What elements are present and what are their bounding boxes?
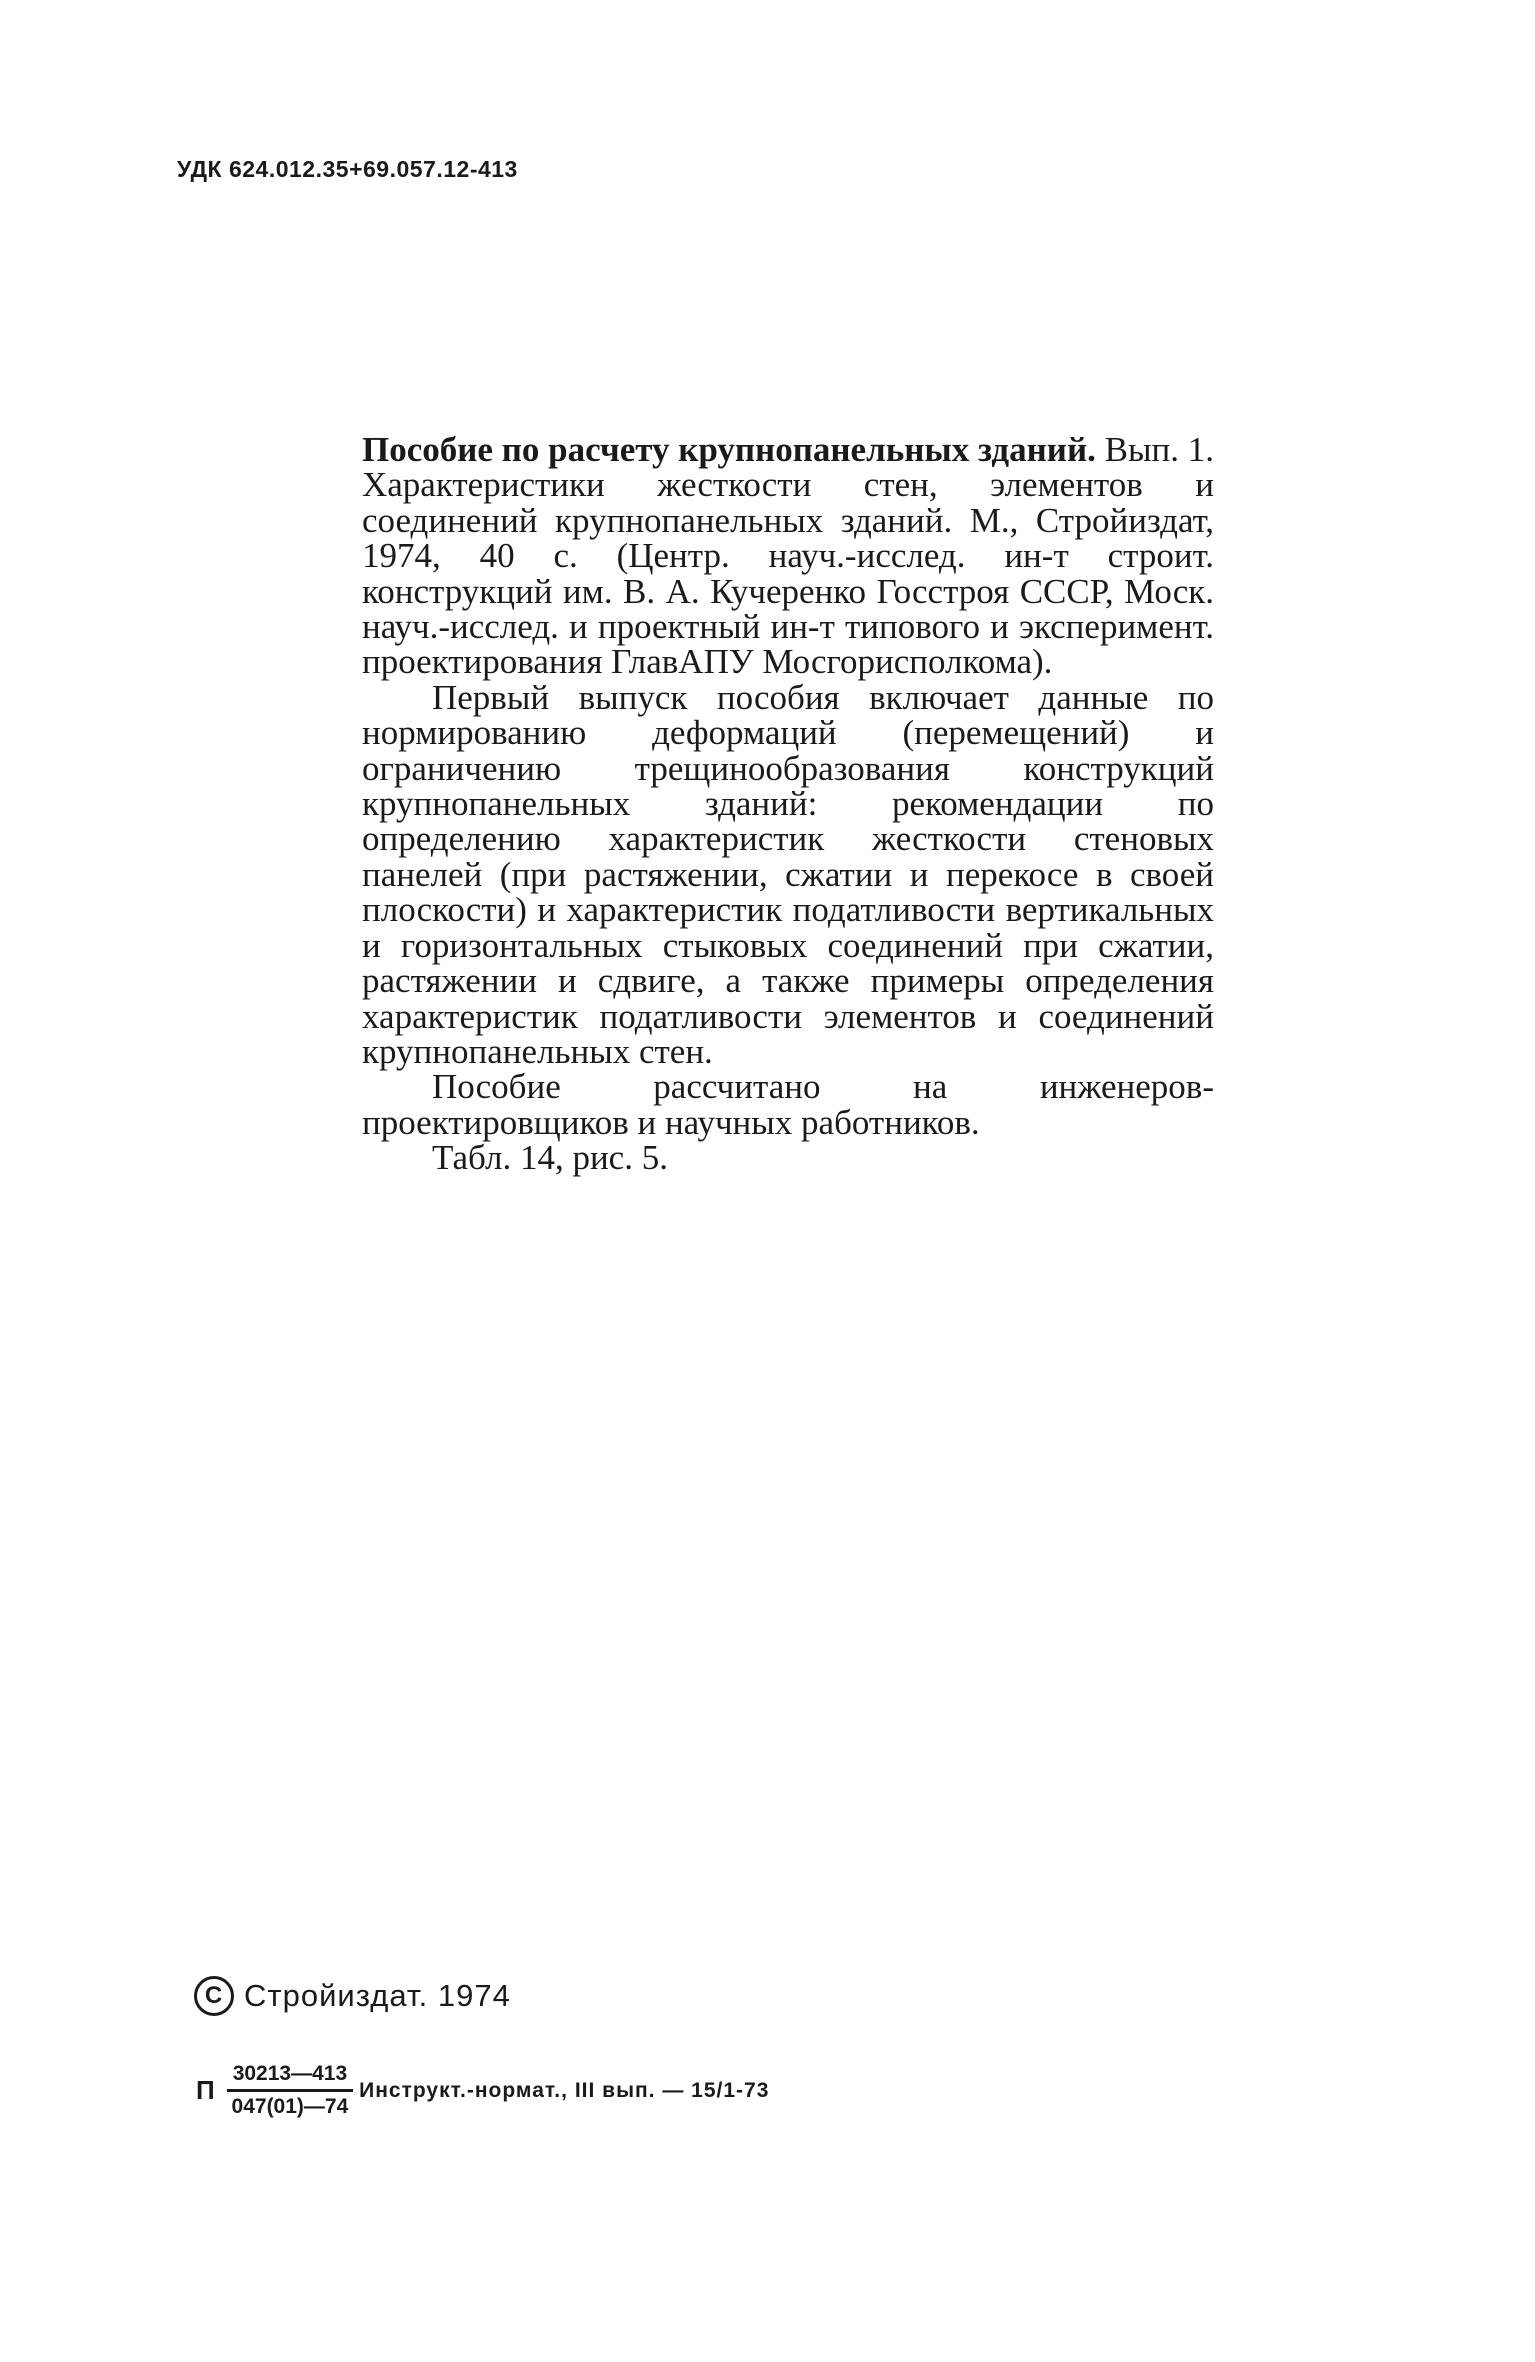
abstract-heading	[362, 432, 1214, 680]
audience-paragraph: Пособие рассчитано на инженеров-проектировщиков и научных работников.	[362, 1067, 1214, 1142]
copyright-line	[194, 1976, 511, 2016]
copyright-text: Стройиздат. 1974	[244, 1978, 511, 2013]
copyright-icon: C	[194, 1976, 234, 2016]
index-description: Инструкт.-нормат., III вып. — 15/1-73	[359, 2078, 770, 2102]
tables-figures-note: Табл. 14, рис. 5.	[432, 1138, 668, 1178]
index-letter: П	[196, 2075, 215, 2105]
index-denominator: 047(01)—74	[231, 2095, 349, 2118]
bibliographic-description: Вып. 1. Характеристики жесткости стен, элементов и соединений крупнопанельных зданий. М., Стройиздат, 1974, 40 с. (Центр. науч.-исслед. ин-т строит. конструкций им. В. А. Кучеренко Госстроя СССР, Моск. науч.-исслед. и проектный ин-т типового и эксперимент. проектирования ГлавАПУ Мосгорисполкома).	[362, 430, 1214, 682]
abstract-block	[362, 432, 1214, 1176]
udc-code: УДК 624.012.35+69.057.12-413	[177, 156, 518, 182]
publisher-index	[196, 2062, 769, 2119]
index-numerator: 30213—413	[227, 2062, 353, 2092]
index-fraction	[227, 2062, 353, 2119]
book-title: Пособие по расчету крупнопанельных зданий.	[362, 430, 1096, 469]
summary-paragraph: Первый выпуск пособия включает данные по нормированию деформаций (перемещений) и ограничению трещинообразования конструкций крупнопанельных зданий: рекомендации по определению характеристик жесткости стеновых панелей (при растяжении, сжатии и перекосе в своей плоскости) и характеристик податливости вертикальных и горизонтальных стыковых соединений при сжатии, растяжении и сдвиге, а также примеры определения характеристик податливости элементов и соединений крупнопанельных стен.	[362, 677, 1214, 1071]
